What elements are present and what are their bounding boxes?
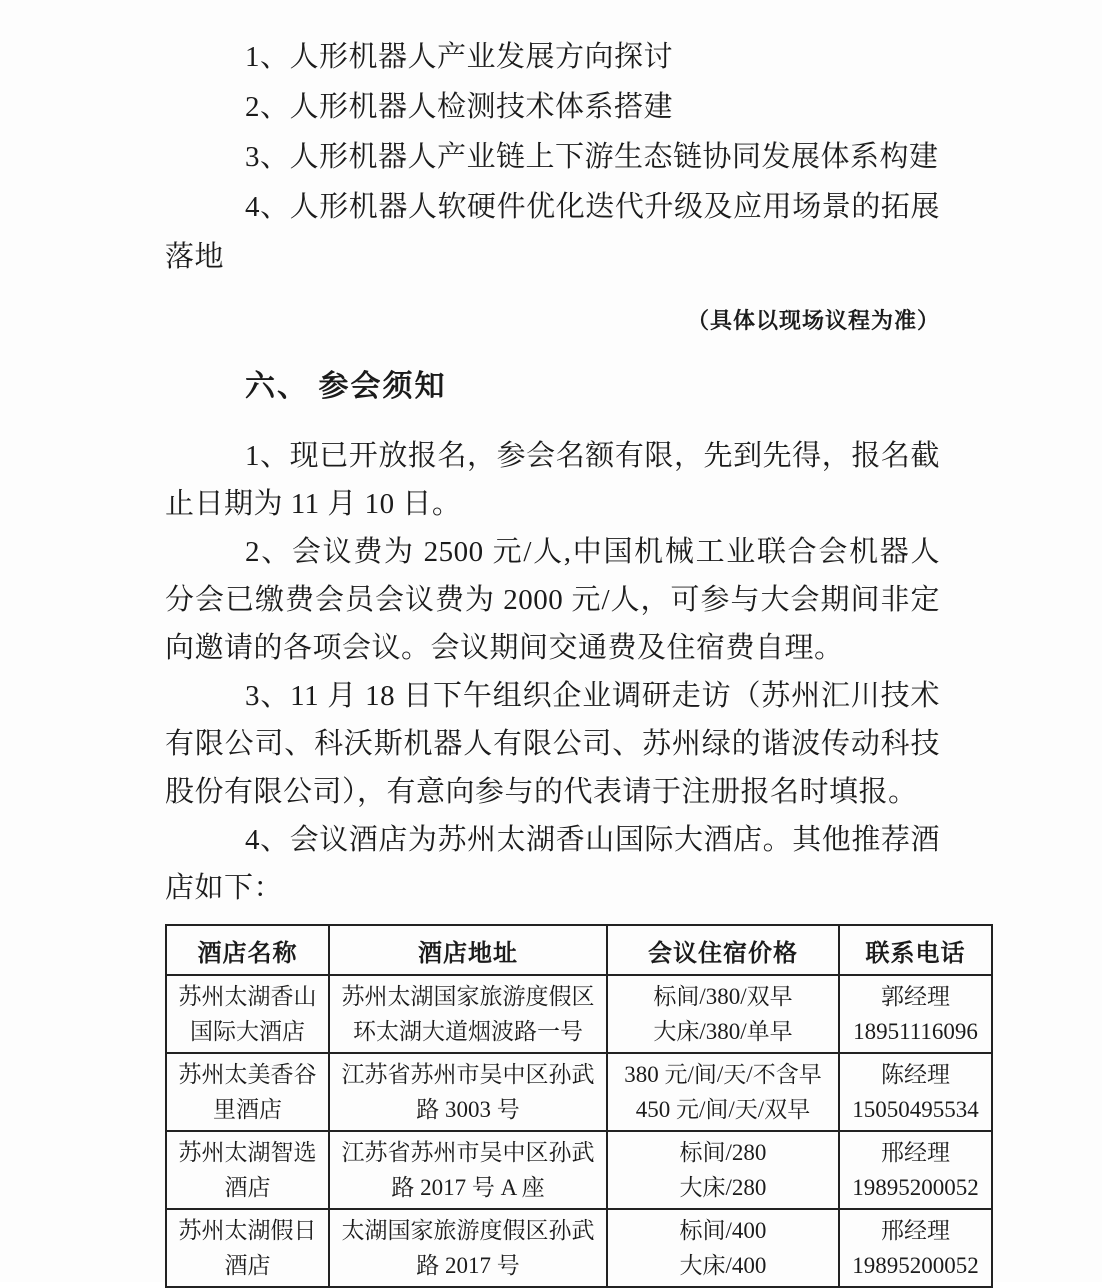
agenda-item-1: 1、人形机器人产业发展方向探讨: [245, 41, 674, 73]
hotel-address-cell: 江苏省苏州市吴中区孙武路 2017 号 A 座: [329, 1131, 607, 1209]
notice-paragraph-1: 1、现已开放报名，参会名额有限，先到先得，报名截止日期为 11 月 10 日。: [165, 440, 940, 520]
hotel-contact-cell: [839, 1209, 992, 1287]
hotel-price-cell: [607, 975, 839, 1053]
price-line: 大床/380/单早: [653, 1019, 793, 1044]
contact-name: 邢经理: [881, 1218, 950, 1243]
agenda-disclaimer-note: （具体以现场议程为准）: [686, 308, 940, 333]
price-line: 大床/400: [679, 1253, 767, 1278]
hotel-address-cell: 江苏省苏州市吴中区孙武路 3003 号: [329, 1053, 607, 1131]
contact-phone: 15050495534: [852, 1097, 979, 1122]
notice-paragraph-2: 2、会议费为 2500 元/人,中国机械工业联合会机器人分会已缴费会员会议费为 2000 元/人，可参与大会期间非定向邀请的各项会议。会议期间交通费及住宿费自理。: [165, 536, 940, 664]
hotel-name-cell: 苏州太湖假日酒店: [166, 1209, 329, 1287]
hotel-name-cell: 苏州太湖香山国际大酒店: [166, 975, 329, 1053]
notice-paragraphs: [165, 432, 940, 912]
hotel-contact-cell: [839, 1131, 992, 1209]
price-line: 大床/280: [679, 1175, 767, 1200]
header-hotel-name: 酒店名称: [166, 925, 329, 975]
contact-name: 郭经理: [881, 984, 950, 1009]
hotel-price-cell: [607, 1131, 839, 1209]
header-hotel-address: 酒店地址: [329, 925, 607, 975]
hotel-price-cell: [607, 1209, 839, 1287]
price-line: 标间/280: [679, 1140, 767, 1165]
contact-phone: 19895200052: [852, 1175, 979, 1200]
table-row: [166, 1209, 992, 1287]
agenda-list: [165, 32, 940, 282]
agenda-item-4: 4、人形机器人软硬件优化迭代升级及应用场景的拓展落地: [165, 191, 940, 273]
hotel-address-cell: 太湖国家旅游度假区孙武路 2017 号: [329, 1209, 607, 1287]
header-hotel-phone: 联系电话: [839, 925, 992, 975]
hotel-table: [165, 924, 993, 1288]
price-line: 380 元/间/天/不含早: [624, 1062, 822, 1087]
hotel-contact-cell: [839, 975, 992, 1053]
table-row: [166, 1131, 992, 1209]
price-line: 450 元/间/天/双早: [635, 1097, 811, 1122]
price-line: 标间/400: [679, 1218, 767, 1243]
table-row: [166, 1053, 992, 1131]
agenda-item-3: 3、人形机器人产业链上下游生态链协同发展体系构建: [245, 141, 939, 173]
contact-phone: 18951116096: [853, 1019, 978, 1044]
section-heading: 六、 参会须知: [245, 370, 447, 403]
hotel-name-cell: 苏州太美香谷里酒店: [166, 1053, 329, 1131]
table-row: [166, 975, 992, 1053]
notice-paragraph-3: 3、11 月 18 日下午组织企业调研走访（苏州汇川技术有限公司、科沃斯机器人有限公司、苏州绿的谐波传动科技股份有限公司），有意向参与的代表请于注册报名时填报。: [165, 680, 940, 808]
notice-paragraph-4: 4、会议酒店为苏州太湖香山国际大酒店。其他推荐酒店如下：: [165, 824, 940, 904]
hotel-name-cell: 苏州太湖智选酒店: [166, 1131, 329, 1209]
contact-phone: 19895200052: [852, 1253, 979, 1278]
price-line: 标间/380/双早: [653, 984, 793, 1009]
hotel-table-header-row: [166, 925, 992, 975]
agenda-item-2: 2、人形机器人检测技术体系搭建: [245, 91, 674, 123]
hotel-contact-cell: [839, 1053, 992, 1131]
contact-name: 邢经理: [881, 1140, 950, 1165]
contact-name: 陈经理: [881, 1062, 950, 1087]
hotel-address-cell: 苏州太湖国家旅游度假区环太湖大道烟波路一号: [329, 975, 607, 1053]
header-hotel-price: 会议住宿价格: [607, 925, 839, 975]
hotel-price-cell: [607, 1053, 839, 1131]
